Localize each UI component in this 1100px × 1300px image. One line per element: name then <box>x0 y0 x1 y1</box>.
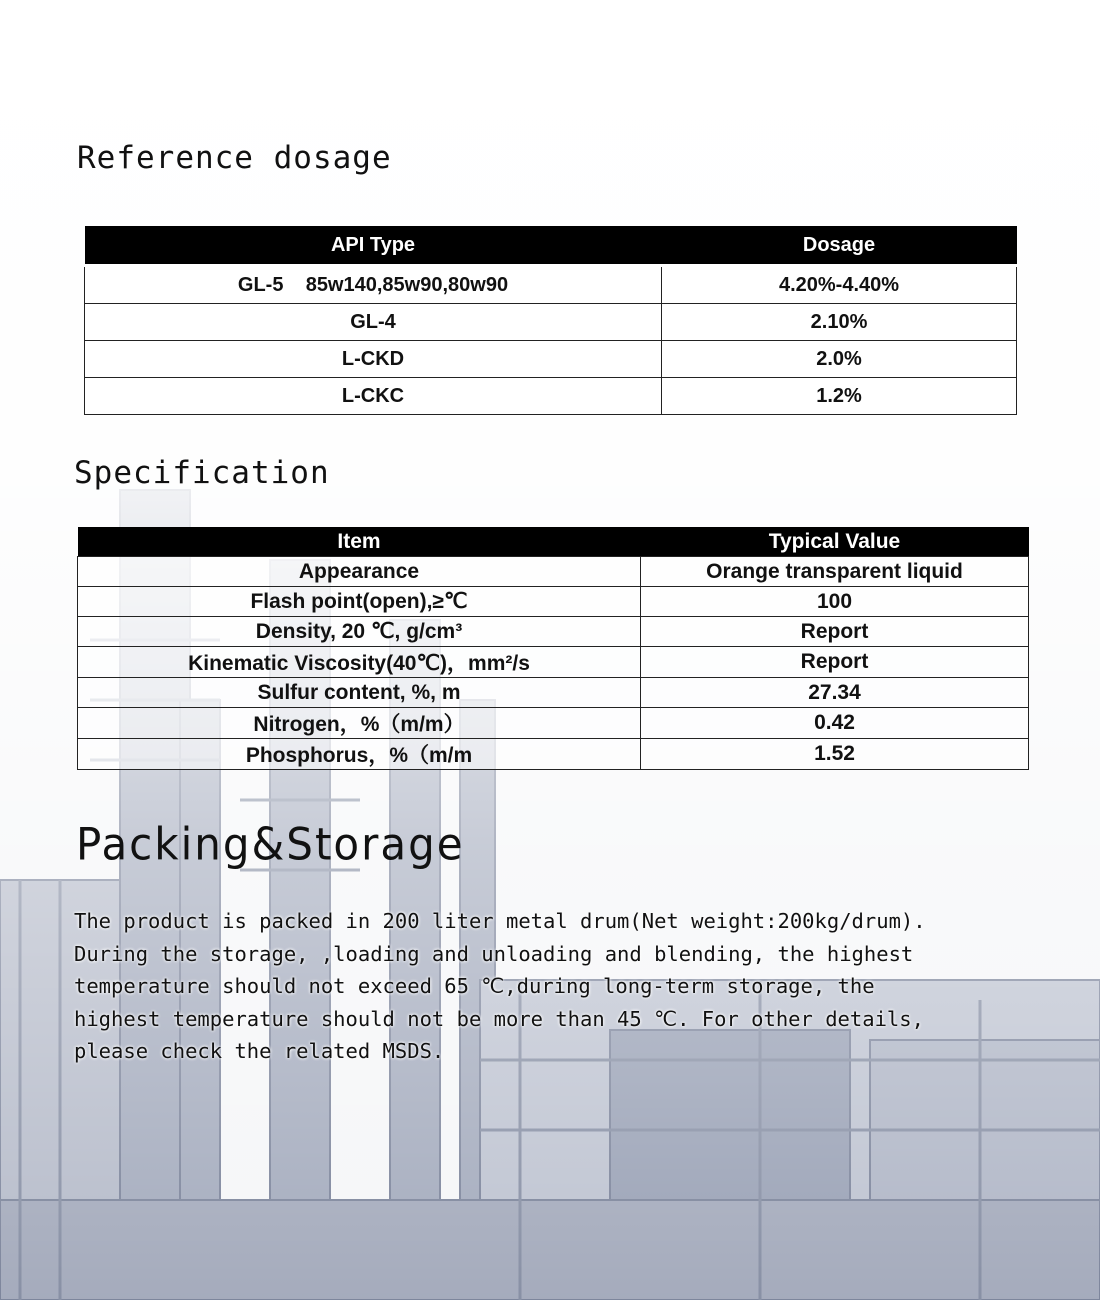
paragraph-line: temperature should not exceed 65 ℃,during long-term storage, the <box>74 974 875 998</box>
api-type-cell: GL-5 85w140,85w90,80w90 <box>85 266 662 304</box>
table-row <box>78 587 1029 617</box>
value-cell: Orange transparent liquid <box>641 557 1029 587</box>
api-type-cell: L-CKC <box>85 378 662 415</box>
item-cell: Nitrogen，%（m/m） <box>78 708 641 739</box>
table-row <box>78 678 1029 708</box>
table-row <box>85 266 1017 304</box>
reference-dosage-heading: Reference dosage <box>77 140 392 176</box>
value-cell: 1.52 <box>641 739 1029 770</box>
paragraph-line: During the storage, ,loading and unloading and blending, the highest <box>74 941 914 966</box>
dosage-cell: 1.2% <box>662 378 1017 415</box>
header-dosage: Dosage <box>662 226 1017 266</box>
table-row <box>78 708 1029 739</box>
header-api-type: API Type <box>85 226 662 266</box>
table-row <box>85 341 1017 378</box>
paragraph-line: highest temperature should not be more than 45 ℃. For other details, <box>74 1006 924 1031</box>
item-cell: Flash point(open),≥℃ <box>78 587 641 617</box>
dosage-cell: 2.10% <box>662 304 1017 341</box>
api-type-cell: GL-4 <box>85 304 662 341</box>
value-cell: 0.42 <box>641 708 1029 739</box>
value-cell: 27.34 <box>641 678 1029 708</box>
item-cell: Phosphorus，%（m/m <box>78 739 641 770</box>
header-item: Item <box>78 527 641 557</box>
value-cell: Report <box>641 647 1029 678</box>
value-cell: 100 <box>641 587 1029 617</box>
dosage-cell: 2.0% <box>662 341 1017 378</box>
item-cell: Appearance <box>78 557 641 587</box>
table-row <box>78 647 1029 678</box>
table-row <box>78 557 1029 587</box>
dosage-cell: 4.20%-4.40% <box>662 266 1017 304</box>
value-cell: Report <box>641 617 1029 647</box>
table-row <box>78 739 1029 770</box>
table-row <box>85 378 1017 415</box>
paragraph-line: The product is packed in 200 liter metal drum(Net weight:200kg/drum). <box>74 909 926 933</box>
item-cell: Density, 20 ℃, g/cm³ <box>78 617 641 647</box>
item-cell: Sulfur content, %, m <box>78 678 641 708</box>
packing-storage-heading: Packing&Storage <box>76 818 465 871</box>
header-typical-value: Typical Value <box>641 527 1029 557</box>
item-cell: Kinematic Viscosity(40℃)，mm²/s <box>78 647 641 678</box>
table-row <box>78 617 1029 647</box>
table-header-row <box>85 226 1017 266</box>
packing-storage-paragraph <box>74 905 1034 1068</box>
specification-heading: Specification <box>74 455 330 491</box>
table-header-row <box>78 527 1029 557</box>
reference-dosage-table <box>84 226 1017 415</box>
specification-table <box>77 527 1029 770</box>
table-row <box>85 304 1017 341</box>
api-type-cell: L-CKD <box>85 341 662 378</box>
paragraph-line: please check the related MSDS. <box>74 1039 445 1063</box>
